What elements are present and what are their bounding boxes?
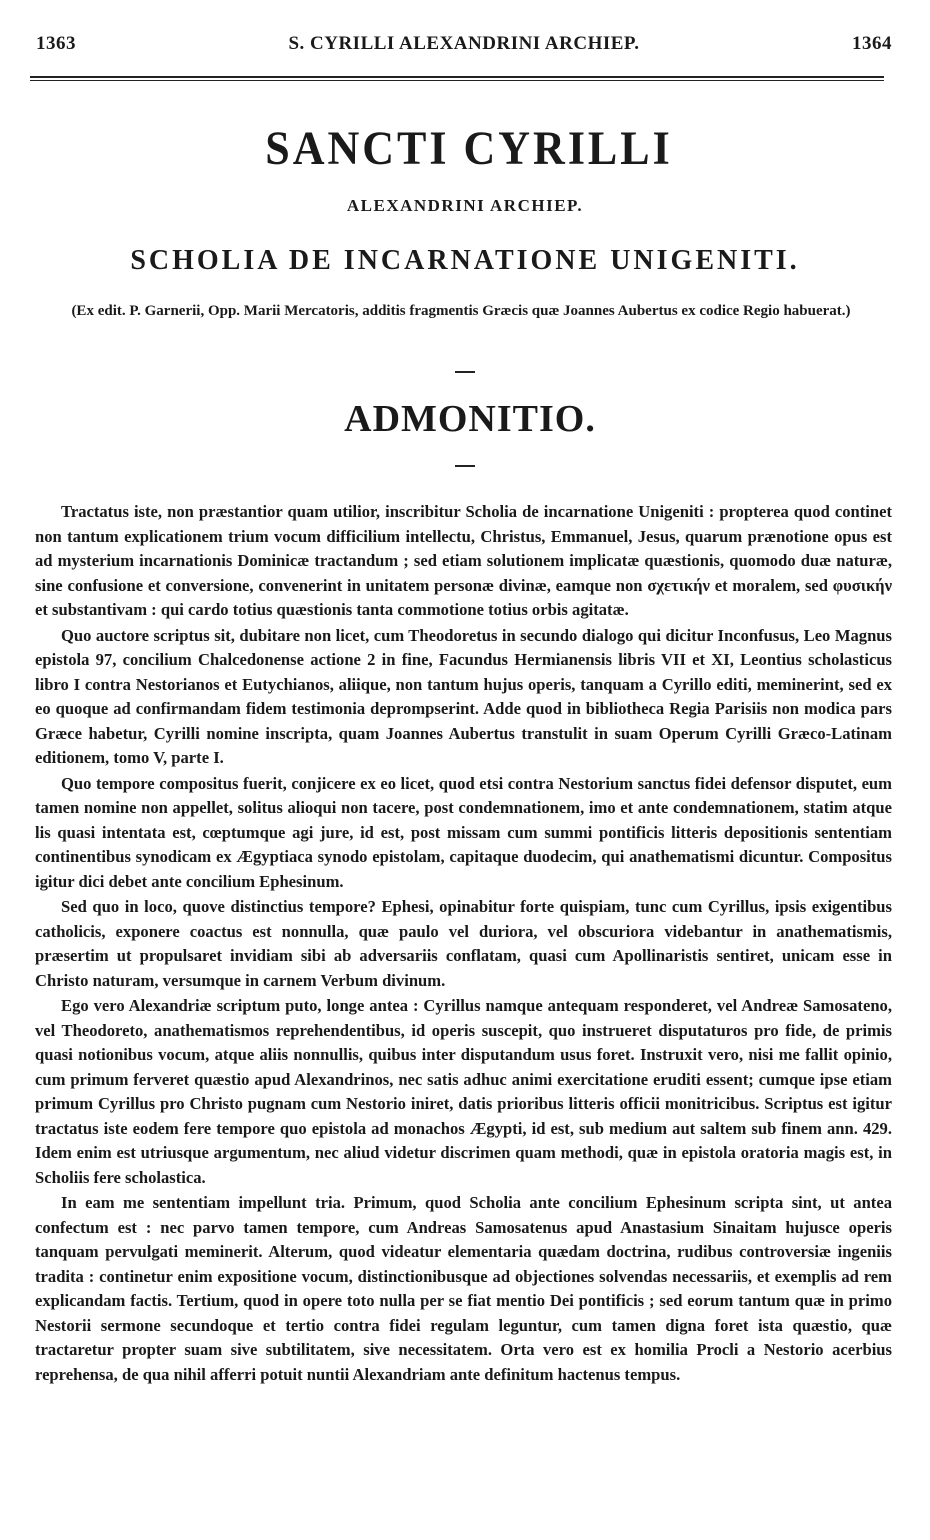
separator-dash — [455, 465, 475, 467]
header-rule — [30, 76, 884, 81]
main-title: SANCTI CYRILLI — [265, 122, 673, 175]
work-title: SCHOLIA DE INCARNATIONE UNIGENITI. — [130, 245, 800, 276]
right-column-number: 1364 — [852, 33, 892, 54]
separator-dash — [455, 371, 475, 373]
author-subtitle: ALEXANDRINI ARCHIEP. — [346, 196, 584, 215]
paragraph: Ego vero Alexandriæ scriptum puto, longe antea : Cyrillus namque antequam responderet, vel Andreæ Samosateno, vel Theodoreto, anathematismos reprehendentibus, id operis suscepit, quo instrueret disputaturos pro fide, de primis quasi notionibus vocum, atque aliis nonnullis, quibus inter disputandum usus foret. Instruxit vero, nisi me fallit opinio, cum primum ferveret quæstio apud Alexandrinos, nec satis adhuc animi exercitatione eruditi essent; cumque ipse etiam primum Cyrillus pro Christo pugnam cum Nestorio iniret, datis prioribus litteris officii monitricibus. Scriptus est igitur tractatus iste eodem fere tempore quo epistola ad monachos Ægypti, id est, sub medium aut saltem sub finem ann. 429. Idem enim est utriusque argumentum, nec aliud videtur discrimen quam methodi, quæ in epistola oratoria magis est, in Scholiis fere scholastica. — [35, 996, 892, 1187]
running-header — [36, 33, 892, 59]
paragraph: Quo auctore scriptus sit, dubitare non licet, cum Theodoretus in secundo dialogo qui dicitur Inconfusus, Leo Magnus epistola 97, concilium Chalcedonense actione 2 in fine, Facundus Hermianensis libris VII et XI, Leontius scholasticus libro I contra Nestorianos et Eutychianos, aliique, non tantum hujus operis, tanquam a Cyrillo editi, meminerint, sed ex eo quoque ad confirmandam fidem testimonia deprompserint. Adde quod in bibliotheca Regia Parisiis non modica pars Græce habetur, Cyrilli nomine inscripta, quam Joannes Aubertus transtulit in suam Operum Cyrilli Græco-Latinam editionem, tomo V, parte I. — [35, 625, 892, 767]
paragraph: In eam me sententiam impellunt tria. Primum, quod Scholia ante concilium Ephesinum scripta sint, ut antea confectum est : nec parvo tamen tempore, cum Andreas Samosatenus apud Anastasium Sinaitam hujusce operis tanquam pervulgati meminerit. Alterum, quod videatur elementaria quædam doctrina, rudibus controversiæ ingeniis tradita : continetur enim expositione vocum, distinctionibusque ad objectiones solvendas necessariis, et exemplis ad rem explicandam factis. Tertium, quod in opere toto nulla per se fiat mentio Dei pontificis ; sed eorum tantum quæ in primo Nestorii sermone secundoque et tertio contra fidei regulam leguntur, cum tamen digna foret ista quæstio, quæ tractaretur propter suam sive subtilitatem, sive necessitatem. Orta vero est ex homilia Procli a Nestorio acerbius reprehensa, de qua nihil afferri potuit nuntii Alexandriam ante definitum hactenus tempus. — [35, 1193, 892, 1384]
paragraph: Sed quo in loco, quove distinctius tempore? Ephesi, opinabitur forte quispiam, tunc cum Cyrillus, ipsis exigentibus catholicis, exponere coactus est nonnulla, quæ paulo vel duriora, vel obscuriora videbantur in anathematismis, præsertim ut propulsaret invidiam sibi ab adversariis conflatam, quasi cum Apollinaristis sentiret, unicam esse in Christo naturam, versumque in carnem Verbum divinum. — [35, 897, 892, 990]
paragraph: Quo tempore compositus fuerit, conjicere ex eo licet, quod etsi contra Nestorium sanctus fidei defensor disputet, eum tamen nomine non appellet, solitus alioqui non tacere, post condemnationem, imo et ante condemnationem, statim atque lis quasi intentata est, cœptumque agi jure, id est, post missam cum summi pontificis litteris depositionis sententiam continentibus synodicam ex Ægyptiaca synodo epistolam, capitaque duodecim, qui anathematismi dicuntur. Compositus igitur dici debet ante concilium Ephesinum. — [35, 773, 892, 891]
paragraph: Tractatus iste, non præstantior quam utilior, inscribitur Scholia de incarnatione Unigeniti : propterea quod continet non tantum explicationem trium vocum difficilium intellectu, Christus, Emmanuel, Jesus, quarum prænotione opus est ad mysterium incarnationis Dominicæ tractandum ; sed etiam solutionem implicatæ quæstionis, quomodo duæ naturæ, sine confusione et conversione, convenerint in unitatem personæ divinæ, eamque non σχετικήν et moralem, sed φυσικήν et substantivam : qui cardo totius quæstionis tanta commotione totius orbis agitatæ. — [35, 502, 892, 619]
section-title: ADMONITIO. — [344, 398, 596, 440]
running-title: S. CYRILLI ALEXANDRINI ARCHIEP. — [288, 33, 640, 54]
left-column-number: 1363 — [36, 33, 76, 54]
body-text — [35, 500, 892, 1388]
edition-note: (Ex edit. P. Garnerii, Opp. Marii Mercatoris, additis fragmentis Græcis quæ Joannes Aubertus ex codice Regio habuerat.) — [71, 303, 851, 319]
